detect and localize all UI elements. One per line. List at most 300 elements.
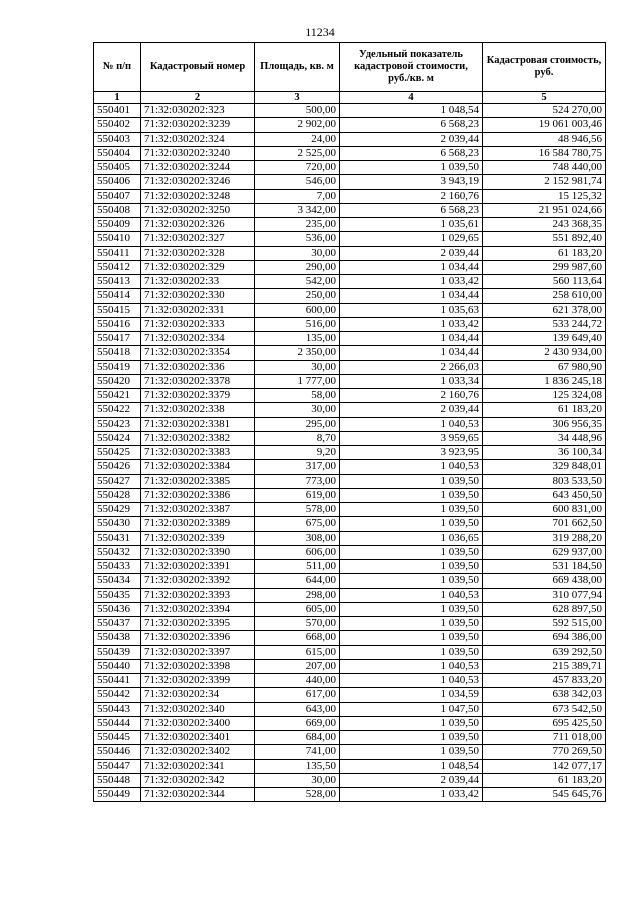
area-cell: 30,00 (255, 773, 340, 787)
table-row (94, 545, 606, 559)
cadastral-value-cell: 711 018,00 (483, 731, 606, 745)
area-cell: 516,00 (255, 317, 340, 331)
row-number-cell: 550407 (94, 189, 141, 203)
cadastral-value-cell: 61 183,20 (483, 403, 606, 417)
unit-value-cell: 1 048,54 (340, 759, 483, 773)
cadastral-number-cell: 71:32:030202:344 (141, 788, 255, 802)
row-number-cell: 550405 (94, 161, 141, 175)
cadastral-value-cell: 533 244,72 (483, 317, 606, 331)
row-number-cell: 550411 (94, 246, 141, 260)
row-number-cell: 550434 (94, 574, 141, 588)
cadastral-value-cell: 673 542,50 (483, 702, 606, 716)
row-number-cell: 550420 (94, 374, 141, 388)
row-number-cell: 550431 (94, 531, 141, 545)
table-row (94, 574, 606, 588)
header-row-number: № п/п (94, 43, 141, 92)
row-number-cell: 550439 (94, 645, 141, 659)
column-index-row (94, 92, 606, 104)
row-number-cell: 550437 (94, 617, 141, 631)
cadastral-value-cell: 621 378,00 (483, 303, 606, 317)
unit-value-cell: 1 034,44 (340, 260, 483, 274)
cadastral-value-cell: 628 897,50 (483, 602, 606, 616)
area-cell: 2 350,00 (255, 346, 340, 360)
cadastral-number-cell: 71:32:030202:3389 (141, 517, 255, 531)
area-cell: 298,00 (255, 588, 340, 602)
unit-value-cell: 2 039,44 (340, 132, 483, 146)
unit-value-cell: 1 039,50 (340, 517, 483, 531)
area-cell: 668,00 (255, 631, 340, 645)
area-cell: 135,00 (255, 332, 340, 346)
table-header-row (94, 43, 606, 92)
cadastral-value-cell: 600 831,00 (483, 503, 606, 517)
unit-value-cell: 1 034,59 (340, 688, 483, 702)
area-cell: 675,00 (255, 517, 340, 531)
area-cell: 8,70 (255, 431, 340, 445)
unit-value-cell: 1 039,50 (340, 731, 483, 745)
cadastral-number-cell: 71:32:030202:342 (141, 773, 255, 787)
cadastral-value-cell: 531 184,50 (483, 560, 606, 574)
area-cell: 500,00 (255, 104, 340, 118)
table-row (94, 588, 606, 602)
cadastral-value-cell: 15 125,32 (483, 189, 606, 203)
cadastral-value-cell: 16 584 780,75 (483, 146, 606, 160)
area-cell: 207,00 (255, 659, 340, 673)
cadastral-number-cell: 71:32:030202:3239 (141, 118, 255, 132)
cadastral-value-cell: 592 515,00 (483, 617, 606, 631)
table-row (94, 631, 606, 645)
unit-value-cell: 2 160,76 (340, 189, 483, 203)
cadastral-value-cell: 524 270,00 (483, 104, 606, 118)
cadastral-value-cell: 36 100,34 (483, 446, 606, 460)
table-row (94, 488, 606, 502)
unit-value-cell: 1 033,42 (340, 317, 483, 331)
unit-value-cell: 1 048,54 (340, 104, 483, 118)
cadastral-value-table (93, 42, 606, 802)
table-row (94, 189, 606, 203)
unit-value-cell: 1 047,50 (340, 702, 483, 716)
cadastral-number-cell: 71:32:030202:3394 (141, 602, 255, 616)
unit-value-cell: 1 039,50 (340, 503, 483, 517)
area-cell: 24,00 (255, 132, 340, 146)
area-cell: 58,00 (255, 389, 340, 403)
row-number-cell: 550440 (94, 659, 141, 673)
unit-value-cell: 1 034,44 (340, 346, 483, 360)
cadastral-value-cell: 643 450,50 (483, 488, 606, 502)
unit-value-cell: 1 040,53 (340, 659, 483, 673)
table-row (94, 645, 606, 659)
table-row (94, 389, 606, 403)
unit-value-cell: 3 943,19 (340, 175, 483, 189)
cadastral-number-cell: 71:32:030202:3385 (141, 474, 255, 488)
row-number-cell: 550436 (94, 602, 141, 616)
cadastral-number-cell: 71:32:030202:3393 (141, 588, 255, 602)
unit-value-cell: 1 029,65 (340, 232, 483, 246)
cadastral-value-cell: 310 077,94 (483, 588, 606, 602)
row-number-cell: 550404 (94, 146, 141, 160)
header-area: Площадь, кв. м (255, 43, 340, 92)
row-number-cell: 550417 (94, 332, 141, 346)
row-number-cell: 550430 (94, 517, 141, 531)
unit-value-cell: 1 039,50 (340, 161, 483, 175)
cadastral-number-cell: 71:32:030202:3384 (141, 460, 255, 474)
header-unit-value: Удельный показатель кадастровой стоимости, руб./кв. м (340, 43, 483, 92)
table-row (94, 275, 606, 289)
unit-value-cell: 1 040,53 (340, 417, 483, 431)
cadastral-value-cell: 629 937,00 (483, 545, 606, 559)
row-number-cell: 550419 (94, 360, 141, 374)
cadastral-value-cell: 770 269,50 (483, 745, 606, 759)
row-number-cell: 550443 (94, 702, 141, 716)
row-number-cell: 550433 (94, 560, 141, 574)
cadastral-value-cell: 299 987,60 (483, 260, 606, 274)
unit-value-cell: 1 039,50 (340, 617, 483, 631)
row-number-cell: 550427 (94, 474, 141, 488)
cadastral-value-cell: 139 649,40 (483, 332, 606, 346)
area-cell: 30,00 (255, 403, 340, 417)
unit-value-cell: 2 039,44 (340, 403, 483, 417)
unit-value-cell: 3 923,95 (340, 446, 483, 460)
row-number-cell: 550441 (94, 674, 141, 688)
cadastral-number-cell: 71:32:030202:326 (141, 218, 255, 232)
area-cell: 250,00 (255, 289, 340, 303)
unit-value-cell: 1 039,50 (340, 474, 483, 488)
cadastral-number-cell: 71:32:030202:3379 (141, 389, 255, 403)
cadastral-number-cell: 71:32:030202:3244 (141, 161, 255, 175)
cadastral-value-cell: 61 183,20 (483, 773, 606, 787)
table-row (94, 104, 606, 118)
row-number-cell: 550425 (94, 446, 141, 460)
unit-value-cell: 1 039,50 (340, 745, 483, 759)
table-row (94, 403, 606, 417)
cadastral-number-cell: 71:32:030202:338 (141, 403, 255, 417)
unit-value-cell: 2 039,44 (340, 246, 483, 260)
table-row (94, 659, 606, 673)
cadastral-number-cell: 71:32:030202:3390 (141, 545, 255, 559)
row-number-cell: 550406 (94, 175, 141, 189)
area-cell: 606,00 (255, 545, 340, 559)
cadastral-number-cell: 71:32:030202:3395 (141, 617, 255, 631)
column-index: 5 (483, 92, 606, 104)
unit-value-cell: 1 039,50 (340, 560, 483, 574)
area-cell: 9,20 (255, 446, 340, 460)
cadastral-number-cell: 71:32:030202:3402 (141, 745, 255, 759)
column-index: 1 (94, 92, 141, 104)
column-index: 2 (141, 92, 255, 104)
area-cell: 741,00 (255, 745, 340, 759)
row-number-cell: 550418 (94, 346, 141, 360)
column-index: 4 (340, 92, 483, 104)
table-row (94, 702, 606, 716)
cadastral-value-cell: 560 113,64 (483, 275, 606, 289)
cadastral-value-cell: 1 836 245,18 (483, 374, 606, 388)
area-cell: 308,00 (255, 531, 340, 545)
row-number-cell: 550432 (94, 545, 141, 559)
cadastral-value-cell: 638 342,03 (483, 688, 606, 702)
area-cell: 135,50 (255, 759, 340, 773)
cadastral-value-cell: 125 324,08 (483, 389, 606, 403)
unit-value-cell: 1 036,65 (340, 531, 483, 545)
row-number-cell: 550438 (94, 631, 141, 645)
area-cell: 235,00 (255, 218, 340, 232)
row-number-cell: 550445 (94, 731, 141, 745)
unit-value-cell: 1 040,53 (340, 674, 483, 688)
unit-value-cell: 1 039,50 (340, 631, 483, 645)
area-cell: 773,00 (255, 474, 340, 488)
area-cell: 440,00 (255, 674, 340, 688)
table-row (94, 674, 606, 688)
cadastral-number-cell: 71:32:030202:3400 (141, 716, 255, 730)
table-body (94, 104, 606, 802)
table-row (94, 531, 606, 545)
table-row (94, 503, 606, 517)
unit-value-cell: 3 959,65 (340, 431, 483, 445)
cadastral-number-cell: 71:32:030202:3399 (141, 674, 255, 688)
row-number-cell: 550408 (94, 203, 141, 217)
cadastral-number-cell: 71:32:030202:34 (141, 688, 255, 702)
cadastral-value-cell: 19 061 003,46 (483, 118, 606, 132)
row-number-cell: 550422 (94, 403, 141, 417)
page-number: 11234 (305, 25, 335, 39)
row-number-cell: 550426 (94, 460, 141, 474)
cadastral-number-cell: 71:32:030202:324 (141, 132, 255, 146)
cadastral-number-cell: 71:32:030202:3382 (141, 431, 255, 445)
area-cell: 2 902,00 (255, 118, 340, 132)
cadastral-number-cell: 71:32:030202:330 (141, 289, 255, 303)
unit-value-cell: 1 033,34 (340, 374, 483, 388)
table-row (94, 602, 606, 616)
table-row (94, 446, 606, 460)
area-cell: 542,00 (255, 275, 340, 289)
area-cell: 720,00 (255, 161, 340, 175)
cadastral-value-cell: 803 533,50 (483, 474, 606, 488)
table-row (94, 517, 606, 531)
area-cell: 669,00 (255, 716, 340, 730)
cadastral-value-cell: 48 946,56 (483, 132, 606, 146)
area-cell: 546,00 (255, 175, 340, 189)
table-row (94, 417, 606, 431)
table-row (94, 745, 606, 759)
table-row (94, 132, 606, 146)
table-row (94, 203, 606, 217)
cadastral-value-cell: 21 951 024,66 (483, 203, 606, 217)
cadastral-value-cell: 551 892,40 (483, 232, 606, 246)
table-row (94, 303, 606, 317)
cadastral-number-cell: 71:32:030202:3392 (141, 574, 255, 588)
cadastral-number-cell: 71:32:030202:328 (141, 246, 255, 260)
cadastral-number-cell: 71:32:030202:334 (141, 332, 255, 346)
row-number-cell: 550442 (94, 688, 141, 702)
row-number-cell: 550412 (94, 260, 141, 274)
unit-value-cell: 2 160,76 (340, 389, 483, 403)
table-row (94, 474, 606, 488)
unit-value-cell: 6 568,23 (340, 203, 483, 217)
cadastral-number-cell: 71:32:030202:340 (141, 702, 255, 716)
row-number-cell: 550423 (94, 417, 141, 431)
cadastral-value-cell: 319 288,20 (483, 531, 606, 545)
unit-value-cell: 1 039,50 (340, 716, 483, 730)
row-number-cell: 550449 (94, 788, 141, 802)
area-cell: 2 525,00 (255, 146, 340, 160)
cadastral-value-cell: 545 645,76 (483, 788, 606, 802)
cadastral-value-cell: 748 440,00 (483, 161, 606, 175)
cadastral-value-cell: 258 610,00 (483, 289, 606, 303)
table-row (94, 175, 606, 189)
row-number-cell: 550410 (94, 232, 141, 246)
area-cell: 1 777,00 (255, 374, 340, 388)
area-cell: 536,00 (255, 232, 340, 246)
table-row (94, 146, 606, 160)
area-cell: 605,00 (255, 602, 340, 616)
cadastral-number-cell: 71:32:030202:3398 (141, 659, 255, 673)
unit-value-cell: 2 039,44 (340, 773, 483, 787)
area-cell: 578,00 (255, 503, 340, 517)
row-number-cell: 550424 (94, 431, 141, 445)
area-cell: 295,00 (255, 417, 340, 431)
cadastral-number-cell: 71:32:030202:339 (141, 531, 255, 545)
table-row (94, 360, 606, 374)
cadastral-value-cell: 669 438,00 (483, 574, 606, 588)
cadastral-number-cell: 71:32:030202:3396 (141, 631, 255, 645)
unit-value-cell: 1 040,53 (340, 460, 483, 474)
cadastral-number-cell: 71:32:030202:3246 (141, 175, 255, 189)
cadastral-value-cell: 694 386,00 (483, 631, 606, 645)
area-cell: 617,00 (255, 688, 340, 702)
table-row (94, 731, 606, 745)
row-number-cell: 550429 (94, 503, 141, 517)
row-number-cell: 550444 (94, 716, 141, 730)
cadastral-number-cell: 71:32:030202:3248 (141, 189, 255, 203)
cadastral-number-cell: 71:32:030202:3391 (141, 560, 255, 574)
cadastral-number-cell: 71:32:030202:336 (141, 360, 255, 374)
cadastral-value-cell: 142 077,17 (483, 759, 606, 773)
cadastral-value-cell: 306 956,35 (483, 417, 606, 431)
cadastral-number-cell: 71:32:030202:3401 (141, 731, 255, 745)
area-cell: 684,00 (255, 731, 340, 745)
area-cell: 30,00 (255, 246, 340, 260)
cadastral-value-cell: 2 152 981,74 (483, 175, 606, 189)
cadastral-value-cell: 215 389,71 (483, 659, 606, 673)
table-row (94, 688, 606, 702)
table-row (94, 374, 606, 388)
area-cell: 528,00 (255, 788, 340, 802)
cadastral-number-cell: 71:32:030202:331 (141, 303, 255, 317)
cadastral-number-cell: 71:32:030202:3250 (141, 203, 255, 217)
area-cell: 643,00 (255, 702, 340, 716)
row-number-cell: 550421 (94, 389, 141, 403)
cadastral-value-cell: 639 292,50 (483, 645, 606, 659)
table-row (94, 773, 606, 787)
row-number-cell: 550403 (94, 132, 141, 146)
table-row (94, 346, 606, 360)
cadastral-value-cell: 457 833,20 (483, 674, 606, 688)
unit-value-cell: 1 035,61 (340, 218, 483, 232)
row-number-cell: 550401 (94, 104, 141, 118)
column-index: 3 (255, 92, 340, 104)
cadastral-number-cell: 71:32:030202:323 (141, 104, 255, 118)
area-cell: 3 342,00 (255, 203, 340, 217)
header-cadastral-value: Кадастровая стоимость, руб. (483, 43, 606, 92)
row-number-cell: 550416 (94, 317, 141, 331)
area-cell: 30,00 (255, 360, 340, 374)
cadastral-value-cell: 34 448,96 (483, 431, 606, 445)
unit-value-cell: 1 034,44 (340, 332, 483, 346)
cadastral-value-cell: 243 368,35 (483, 218, 606, 232)
row-number-cell: 550413 (94, 275, 141, 289)
cadastral-value-cell: 329 848,01 (483, 460, 606, 474)
table-row (94, 218, 606, 232)
area-cell: 511,00 (255, 560, 340, 574)
table-row (94, 232, 606, 246)
row-number-cell: 550448 (94, 773, 141, 787)
area-cell: 317,00 (255, 460, 340, 474)
cadastral-number-cell: 71:32:030202:333 (141, 317, 255, 331)
cadastral-number-cell: 71:32:030202:3386 (141, 488, 255, 502)
row-number-cell: 550428 (94, 488, 141, 502)
cadastral-number-cell: 71:32:030202:3383 (141, 446, 255, 460)
table-row (94, 431, 606, 445)
table-row (94, 246, 606, 260)
table-row (94, 460, 606, 474)
cadastral-number-cell: 71:32:030202:3354 (141, 346, 255, 360)
unit-value-cell: 1 039,50 (340, 602, 483, 616)
row-number-cell: 550409 (94, 218, 141, 232)
cadastral-number-cell: 71:32:030202:3381 (141, 417, 255, 431)
table-row (94, 560, 606, 574)
table-row (94, 716, 606, 730)
row-number-cell: 550402 (94, 118, 141, 132)
unit-value-cell: 2 266,03 (340, 360, 483, 374)
unit-value-cell: 1 033,42 (340, 788, 483, 802)
cadastral-value-cell: 695 425,50 (483, 716, 606, 730)
cadastral-number-cell: 71:32:030202:3378 (141, 374, 255, 388)
row-number-cell: 550414 (94, 289, 141, 303)
unit-value-cell: 1 039,50 (340, 545, 483, 559)
unit-value-cell: 1 033,42 (340, 275, 483, 289)
unit-value-cell: 1 034,44 (340, 289, 483, 303)
table-row (94, 759, 606, 773)
cadastral-number-cell: 71:32:030202:329 (141, 260, 255, 274)
table-row (94, 617, 606, 631)
header-cadastral-number: Кадастровый номер (141, 43, 255, 92)
area-cell: 600,00 (255, 303, 340, 317)
area-cell: 619,00 (255, 488, 340, 502)
row-number-cell: 550447 (94, 759, 141, 773)
area-cell: 7,00 (255, 189, 340, 203)
unit-value-cell: 1 035,63 (340, 303, 483, 317)
cadastral-number-cell: 71:32:030202:3387 (141, 503, 255, 517)
unit-value-cell: 6 568,23 (340, 146, 483, 160)
unit-value-cell: 1 040,53 (340, 588, 483, 602)
unit-value-cell: 1 039,50 (340, 645, 483, 659)
row-number-cell: 550435 (94, 588, 141, 602)
area-cell: 570,00 (255, 617, 340, 631)
table-row (94, 118, 606, 132)
cadastral-value-cell: 2 430 934,00 (483, 346, 606, 360)
unit-value-cell: 1 039,50 (340, 574, 483, 588)
row-number-cell: 550446 (94, 745, 141, 759)
cadastral-number-cell: 71:32:030202:341 (141, 759, 255, 773)
cadastral-number-cell: 71:32:030202:33 (141, 275, 255, 289)
cadastral-number-cell: 71:32:030202:3397 (141, 645, 255, 659)
cadastral-number-cell: 71:32:030202:3240 (141, 146, 255, 160)
cadastral-value-cell: 67 980,90 (483, 360, 606, 374)
cadastral-value-cell: 701 662,50 (483, 517, 606, 531)
table-row (94, 260, 606, 274)
area-cell: 644,00 (255, 574, 340, 588)
table-row (94, 332, 606, 346)
cadastral-number-cell: 71:32:030202:327 (141, 232, 255, 246)
area-cell: 290,00 (255, 260, 340, 274)
